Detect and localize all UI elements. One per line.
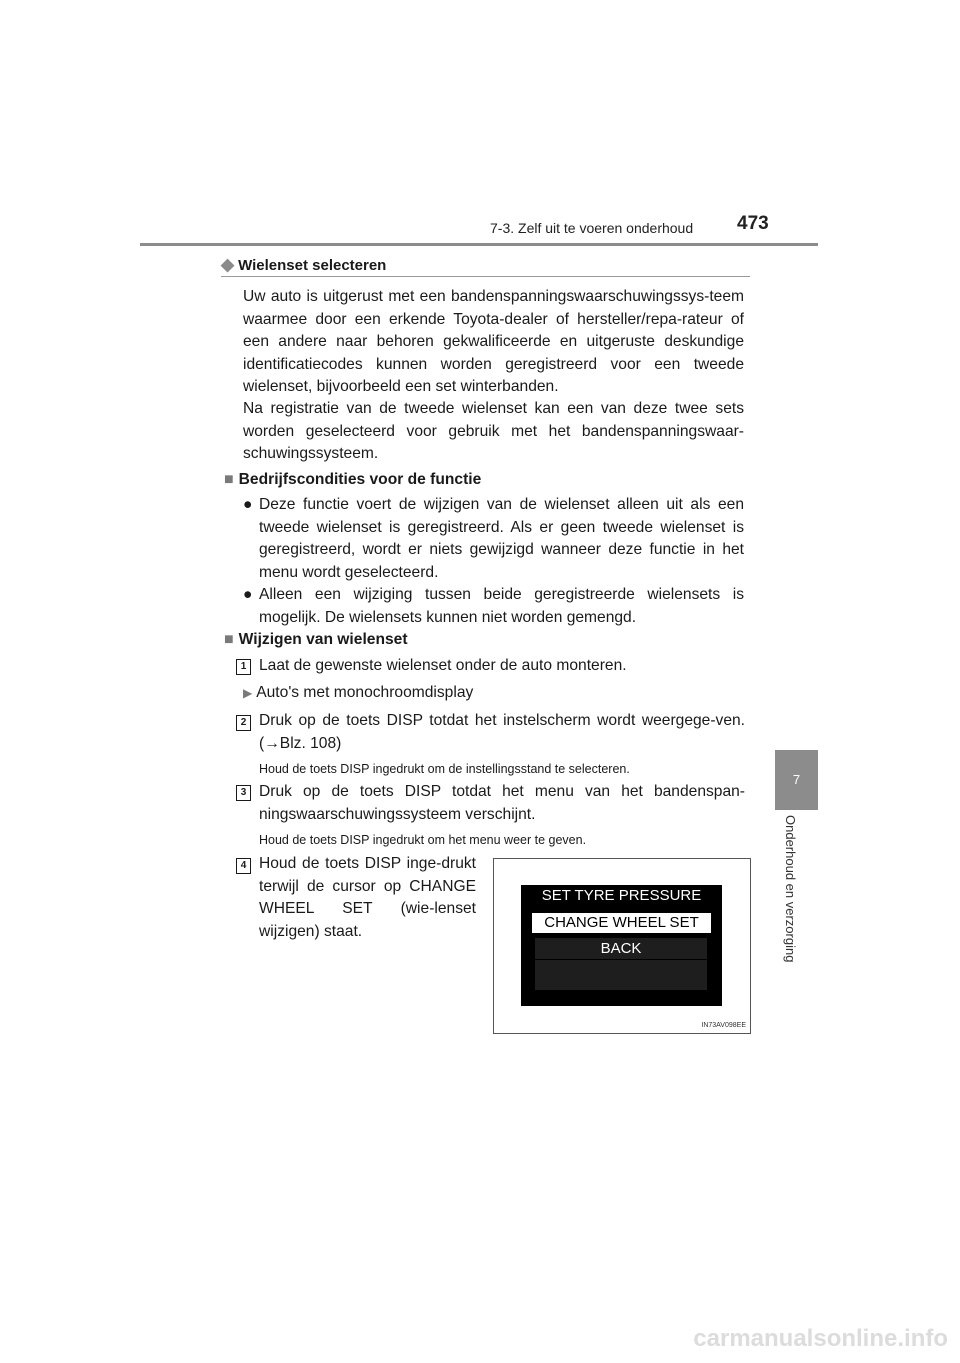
display-title: SET TYRE PRESSURE xyxy=(541,887,702,904)
circle-bullet-icon: ● xyxy=(243,496,253,513)
step-3-number: 3 xyxy=(236,785,251,801)
section-title xyxy=(221,255,386,275)
step-3-text: Druk op de toets DISP totdat het menu van het bandenspan-ningswaarschuwingssysteem verschijnt. xyxy=(259,783,745,823)
watermark-logo xyxy=(0,1318,960,1358)
conditions-heading-text: Bedrijfscondities voor de functie xyxy=(238,471,482,488)
condition-bullet-1 xyxy=(243,494,744,584)
display-illustration xyxy=(493,858,751,1034)
square-bullet-icon: ■ xyxy=(224,471,234,488)
display-back-item: BACK xyxy=(535,938,707,959)
monochrome-display xyxy=(521,885,722,1006)
variant-text: Auto's met monochroomdisplay xyxy=(256,684,474,701)
step-1-number: 1 xyxy=(236,659,251,675)
display-empty-row xyxy=(535,960,707,990)
watermark xyxy=(0,1318,960,1358)
change-heading xyxy=(224,631,408,649)
step-3-note: Houd de toets DISP ingedrukt om het menu weer te geven. xyxy=(259,833,587,847)
variant-line xyxy=(243,684,473,702)
triangle-arrow-icon: ▶ xyxy=(243,686,253,700)
header-rule xyxy=(140,243,818,246)
display-selected-item: CHANGE WHEEL SET xyxy=(532,913,711,933)
intro-paragraph-1: Uw auto is uitgerust met een bandenspanningswaarschuwingssys-teem waarmee door een erkende Toyota-dealer of hersteller/repa-rateur of een andere naar behoren gekwalificeerde en uitgeruste deskundige identificatiecodes kunnen worden geregistreerd voor een tweede wielenset, bijvoorbeeld een set winterbanden. xyxy=(243,288,744,395)
conditions-heading xyxy=(224,471,481,489)
section-rule xyxy=(221,276,750,277)
intro-paragraph-2: Na registratie van de tweede wielenset kan een van deze twee sets worden geselecteerd voor gebruik met het bandenspanningswaar-schuwingssysteem. xyxy=(243,400,744,462)
square-bullet-icon: ■ xyxy=(224,631,234,648)
section-title-text: Wielenset selecteren xyxy=(238,257,387,274)
chapter-tab: 7 xyxy=(775,750,818,810)
diamond-icon: ◆ xyxy=(221,255,235,274)
step-2-note: Houd de toets DISP ingedrukt om de instellingsstand te selecteren. xyxy=(259,762,630,776)
illustration-code: IN73AV098EE xyxy=(701,1022,746,1029)
condition-bullet-2 xyxy=(243,584,744,629)
circle-bullet-icon: ● xyxy=(243,586,253,603)
step-2-number: 2 xyxy=(236,715,251,731)
svg-text:carmanualsonline.info: carmanualsonline.info xyxy=(693,1325,948,1352)
condition-bullet-1-text: Deze functie voert de wijzigen van de wielenset alleen uit als een tweede wielenset is geregistreerd. Als er geen tweede wielenset is geregistreerd, wordt er niets gewijzigd wanneer deze functie in het menu wordt geselecteerd. xyxy=(259,496,744,581)
step-2-text: Druk op de toets DISP totdat het instelscherm wordt weergege-ven. (→Blz. 108) xyxy=(259,712,745,752)
step-4-number: 4 xyxy=(236,858,251,874)
page-number: 473 xyxy=(737,213,769,234)
chapter-title: Onderhoud en verzorging xyxy=(783,815,798,963)
step-1-text: Laat de gewenste wielenset onder de auto monteren. xyxy=(259,657,627,674)
condition-bullet-2-text: Alleen een wijziging tussen beide geregistreerde wielensets is mogelijk. De wielensets kunnen niet worden gemengd. xyxy=(259,586,744,626)
header-section: 7-3. Zelf uit te voeren onderhoud xyxy=(490,220,694,236)
step-4-text: Houd de toets DISP inge-drukt terwijl de cursor op CHANGE WHEEL SET (wie-lenset wijzigen) staat. xyxy=(259,855,476,940)
chapter-title-vertical xyxy=(783,815,813,990)
change-heading-text: Wijzigen van wielenset xyxy=(238,631,408,648)
